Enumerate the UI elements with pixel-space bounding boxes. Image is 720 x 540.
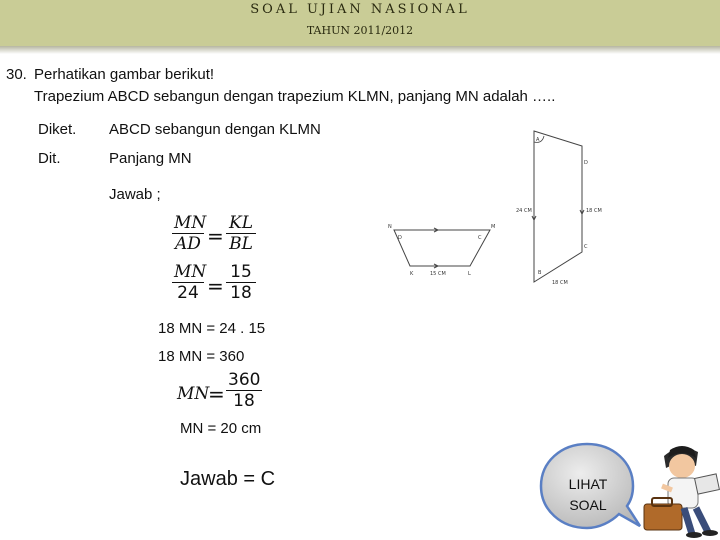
header-banner — [0, 0, 720, 46]
equals-sign: = — [208, 382, 225, 406]
asked-label: Dit. — [38, 150, 61, 167]
figure1-label-m: M — [491, 224, 496, 230]
student-illustration — [640, 442, 720, 540]
fraction-denominator: 18 — [226, 282, 256, 303]
fraction-numerator: 15 — [230, 262, 252, 282]
result: MN = 20 cm — [180, 420, 262, 437]
fraction-numerator: KL — [229, 213, 253, 233]
header-shadow — [0, 46, 720, 54]
given-value: ABCD sebangun dengan KLMN — [109, 121, 321, 138]
figure2-label-24cm: 24 CM — [516, 208, 532, 214]
step-5-lhs: MN — [177, 384, 210, 404]
fraction-numerator: 360 — [228, 370, 261, 390]
trapezium-abcd-figure — [512, 128, 604, 288]
question-number: 30. — [6, 66, 27, 83]
figure2-label-b: B — [538, 270, 542, 276]
header-year: TAHUN 2011/2012 — [306, 24, 414, 37]
figure1-label-l: L — [468, 271, 471, 277]
figure2-label-d: D — [584, 160, 588, 166]
question-line-2: Trapezium ABCD sebangun dengan trapezium KLMN, panjang MN adalah ….. — [34, 88, 556, 105]
final-answer: Jawab = C — [180, 468, 276, 490]
button-line-1: LIHAT — [568, 476, 608, 492]
lihat-soal-label[interactable] — [553, 474, 623, 516]
given-label: Diket. — [38, 121, 77, 138]
figure1-label-c: C — [478, 235, 482, 241]
step-4: 18 MN = 360 — [158, 348, 245, 365]
fraction-numerator: MN — [174, 213, 207, 233]
fraction-mn-24 — [172, 262, 207, 303]
answer-label: Jawab ; — [109, 186, 161, 203]
fraction-kl-bl — [226, 213, 256, 254]
equals-sign: = — [207, 224, 224, 248]
step-3: 18 MN = 24 . 15 — [158, 320, 266, 337]
figure2-label-18cm-right: 18 CM — [586, 208, 602, 214]
fraction-mn-ad — [172, 213, 207, 254]
trapezium-klmn-figure — [384, 220, 500, 282]
fraction-denominator: 18 — [226, 390, 262, 411]
fraction-denominator: BL — [226, 233, 256, 254]
button-line-2: SOAL — [569, 497, 607, 513]
figure2-label-a: A — [536, 137, 540, 143]
fraction-denominator: 24 — [172, 282, 204, 303]
fraction-numerator: MN — [174, 262, 207, 282]
fraction-15-18 — [226, 262, 256, 303]
fraction-360-18 — [226, 370, 262, 411]
figure2-label-18cm-bottom: 18 CM — [552, 280, 568, 286]
fraction-denominator: AD — [172, 233, 204, 254]
figure1-label-length: 15 CM — [430, 271, 446, 277]
asked-value: Panjang MN — [109, 150, 192, 167]
figure1-label-d: D — [398, 235, 402, 241]
figure1-label-k: K — [410, 271, 414, 277]
header-title: SOAL UJIAN NASIONAL — [250, 2, 470, 17]
equals-sign: = — [207, 274, 224, 298]
question-line-1: Perhatikan gambar berikut! — [34, 66, 215, 83]
figure1-label-n: N — [388, 224, 392, 230]
figure2-label-c: C — [584, 244, 588, 250]
